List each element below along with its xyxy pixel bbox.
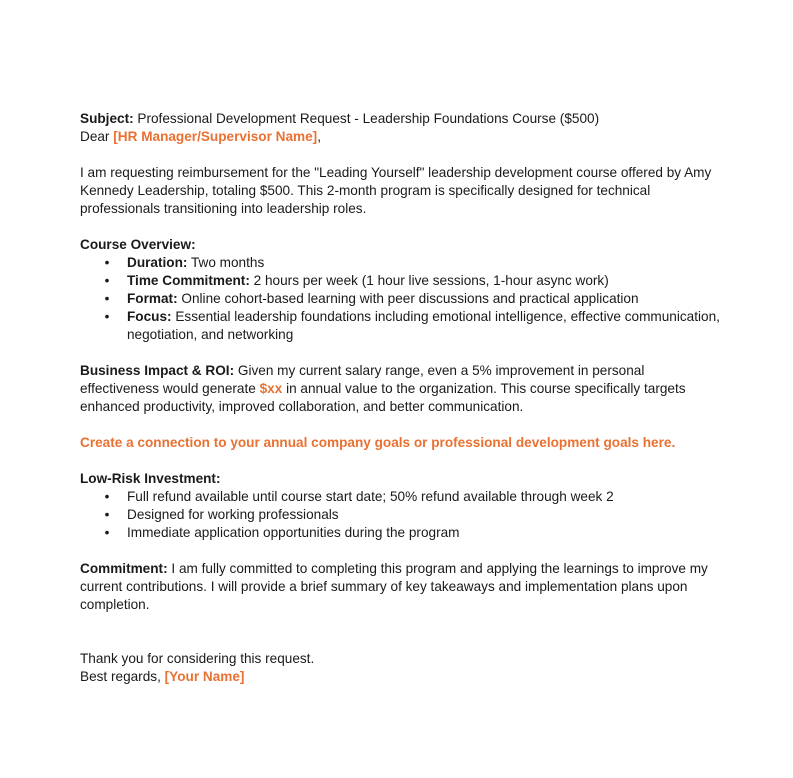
recipient-placeholder: [HR Manager/Supervisor Name] bbox=[113, 129, 318, 144]
investment-heading: Low-Risk Investment: bbox=[80, 471, 221, 486]
investment-item bbox=[80, 524, 720, 542]
bullet-icon: • bbox=[104, 273, 110, 288]
goals-prompt: Create a connection to your annual company goals or professional development goals here. bbox=[80, 435, 676, 450]
overview-list bbox=[80, 254, 720, 344]
overview-item-label: Duration: bbox=[127, 255, 188, 270]
name-placeholder: [Your Name] bbox=[164, 669, 245, 684]
overview-item-text: Essential leadership foundations including emotional intelligence, effective communication, negotiation, and networking bbox=[127, 309, 720, 342]
overview-item-text: Online cohort-based learning with peer discussions and practical application bbox=[181, 291, 639, 306]
commitment-paragraph bbox=[80, 560, 720, 614]
greeting-suffix: , bbox=[317, 129, 321, 144]
impact-text-after: in annual value to the organization. This course specifically targets enhanced productivity, improved collaboration, and better communication. bbox=[80, 381, 686, 414]
impact-label: Business Impact & ROI: bbox=[80, 363, 235, 378]
greeting-line bbox=[80, 128, 720, 146]
commitment-text: I am fully committed to completing this program and applying the learnings to improve my current contributions. I will provide a brief summary of key takeaways and implementation plans upon completion. bbox=[80, 561, 708, 612]
commitment-label: Commitment: bbox=[80, 561, 168, 576]
investment-item bbox=[80, 488, 720, 506]
bullet-icon: • bbox=[104, 309, 110, 324]
closing-thanks: Thank you for considering this request. bbox=[80, 651, 315, 666]
overview-item-text: Two months bbox=[190, 255, 265, 270]
investment-item-text: Immediate application opportunities during the program bbox=[127, 525, 460, 540]
subject-label: Subject: bbox=[80, 111, 134, 126]
letter-body bbox=[80, 110, 720, 686]
overview-item bbox=[80, 290, 720, 308]
bullet-icon: • bbox=[104, 525, 110, 540]
investment-item bbox=[80, 506, 720, 524]
overview-heading: Course Overview: bbox=[80, 237, 196, 252]
subject-line bbox=[80, 110, 720, 128]
overview-item bbox=[80, 272, 720, 290]
investment-list bbox=[80, 488, 720, 542]
impact-text-before: Given my current salary range, even a 5% improvement in personal effectiveness would generate bbox=[80, 363, 645, 396]
investment-item-text: Full refund available until course start date; 50% refund available through week 2 bbox=[127, 489, 614, 504]
closing-signoff bbox=[80, 668, 720, 686]
closing-regards: Best regards, bbox=[80, 669, 165, 684]
overview-item bbox=[80, 254, 720, 272]
intro-paragraph: I am requesting reimbursement for the "Leading Yourself" leadership development course offered by Amy Kennedy Leadership, totaling $500. This 2-month program is specifically designed for technical professionals transitioning into leadership roles. bbox=[80, 165, 712, 216]
impact-paragraph bbox=[80, 362, 720, 416]
overview-item-label: Format: bbox=[127, 291, 178, 306]
greeting-prefix: Dear bbox=[80, 129, 114, 144]
overview-item-text: 2 hours per week (1 hour live sessions, 1-hour async work) bbox=[253, 273, 609, 288]
bullet-icon: • bbox=[104, 291, 110, 306]
value-placeholder: $xx bbox=[259, 381, 283, 396]
bullet-icon: • bbox=[104, 507, 110, 522]
subject-text: Professional Development Request - Leadership Foundations Course ($500) bbox=[137, 111, 600, 126]
overview-item bbox=[80, 308, 720, 344]
overview-item-label: Focus: bbox=[127, 309, 172, 324]
overview-item-label: Time Commitment: bbox=[127, 273, 250, 288]
investment-item-text: Designed for working professionals bbox=[127, 507, 339, 522]
bullet-icon: • bbox=[104, 489, 110, 504]
bullet-icon: • bbox=[104, 255, 110, 270]
